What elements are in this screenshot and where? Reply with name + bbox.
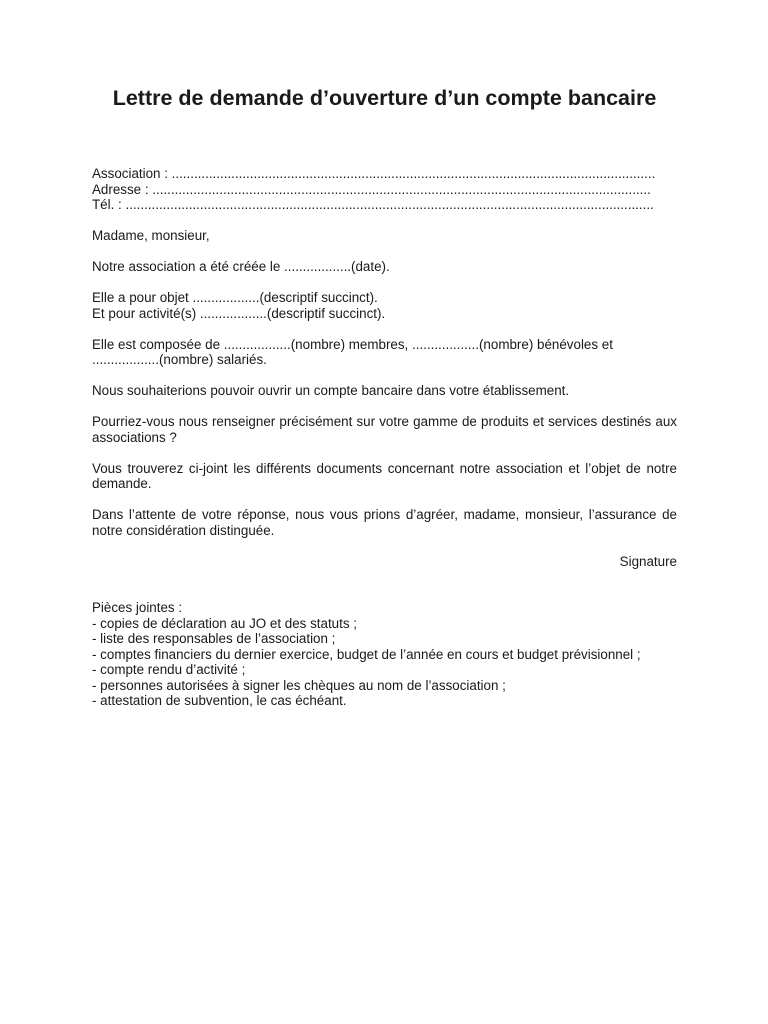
salutation: Madame, monsieur, — [92, 228, 210, 243]
paragraph-documents: Vous trouverez ci-joint les différents documents concernant notre association et l’objet de notre demande. — [92, 460, 677, 491]
paragraph-objet — [92, 290, 677, 321]
paragraph-souhait: Nous souhaiterions pouvoir ouvrir un compte bancaire dans votre établissement. — [92, 383, 570, 398]
attachments-list — [92, 616, 677, 709]
attachments-heading: Pièces jointes : — [92, 600, 183, 615]
association-field: Association : .................................................................................................................................. — [92, 166, 656, 181]
attachment-item: - attestation de subvention, le cas échéant. — [92, 693, 347, 708]
letter-title: Lettre de demande d’ouverture d’un compte bancaire — [112, 86, 657, 110]
paragraph-composition — [92, 337, 677, 368]
attachment-item: - personnes autorisées à signer les chèques au nom de l’association ; — [92, 677, 506, 693]
activite-line: Et pour activité(s) ..................(descriptif succinct). — [92, 305, 386, 321]
paragraph-creation: Notre association a été créée le ..................(date). — [92, 259, 390, 274]
objet-line: Elle a pour objet ..................(descriptif succinct). — [92, 290, 378, 305]
address-field: Adresse : ...................................................................................................................................... — [92, 181, 651, 197]
attachment-item: - liste des responsables de l’association ; — [92, 631, 336, 646]
signature-label: Signature — [619, 553, 677, 569]
attachments-section — [92, 600, 677, 709]
attachment-item: - copies de déclaration au JO et des statuts ; — [92, 615, 357, 631]
composition-line-2: ..................(nombre) salariés. — [92, 352, 267, 367]
letter-body — [92, 166, 677, 709]
composition-line-1: Elle est composée de ..................(nombre) membres, ..................(nombre) bénévoles et — [92, 336, 613, 352]
attachment-item: - compte rendu d’activité ; — [92, 662, 246, 677]
paragraph-renseigner: Pourriez-vous nous renseigner précisément sur votre gamme de produits et services destinés aux associations ? — [92, 414, 677, 445]
paragraph-attente: Dans l’attente de votre réponse, nous vous prions d’agréer, madame, monsieur, l’assurance de notre considération distinguée. — [92, 507, 677, 538]
phone-field: Tél. : .............................................................................................................................................. — [92, 197, 654, 212]
attachment-item: - comptes financiers du dernier exercice, budget de l’année en cours et budget prévisionnel ; — [92, 646, 641, 662]
contact-fields — [92, 166, 677, 213]
